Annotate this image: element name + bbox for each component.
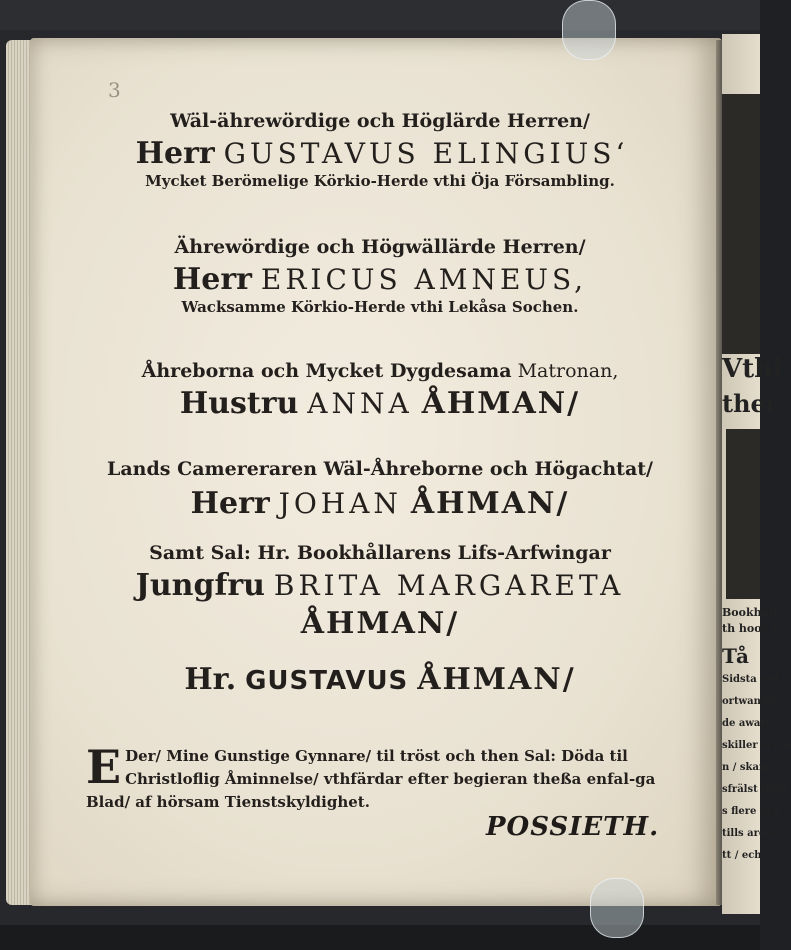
entry-4-surname: ÅHMAN/ [410, 486, 570, 521]
entry-5-title: Samt Sal: Hr. Bookhållarens Lifs-Arfwingar [149, 542, 611, 564]
entry-3-name-line [0, 386, 760, 421]
entry-3-prefix: Hustru [179, 386, 299, 421]
entry-1-name: GUSTAVUS ELINGIUS [223, 137, 616, 170]
adjacent-fragment: Vthi [722, 354, 783, 384]
closing-dropcap: E [86, 740, 122, 794]
adjacent-fragment: sfrälst ithur [722, 784, 790, 795]
entry-5-prefix: Jungfru [135, 568, 265, 603]
adjacent-fragment: th hoos G [722, 622, 781, 635]
page-clip-top [562, 0, 616, 60]
adjacent-fragment: s flere och [722, 806, 780, 817]
entry-5-surname: ÅHMAN/ [300, 606, 460, 641]
entry-2-prefix: Herr [172, 262, 252, 297]
entry-1-prefix: Herr [135, 136, 215, 171]
page-mark: 3 [108, 78, 121, 102]
adjacent-fragment: tills ard of [722, 828, 781, 839]
entry-6-surname: ÅHMAN/ [417, 662, 576, 697]
entry-2-title: Ährewördige och Högwällärde Herren/ [174, 236, 586, 258]
entry-4-name: JOHAN [278, 487, 402, 520]
entry-1-title: Wäl-ährewördige och Höglärde Herren/ [170, 110, 590, 132]
entry-3-title: Åhreborna och Mycket Dygdesama [141, 360, 512, 382]
entry-6-name-line [0, 662, 760, 697]
entry-1-description: Mycket Berömelige Körkio-Herde vthi Öja Försambling. [145, 172, 615, 190]
adjacent-fragment: Bookhäll [722, 606, 778, 619]
scanner-bottom-edge [0, 925, 760, 950]
entry-3-surname: ÅHMAN/ [421, 386, 581, 421]
entry-3-name: ANNA [307, 387, 413, 420]
page-clip-bottom [590, 878, 644, 938]
adjacent-fragment: ther [722, 389, 779, 418]
entry-1-name-suffix: ‘ [615, 137, 625, 170]
entry-2-description: Wacksamme Körkio-Herde vthi Lekåsa Sochen. [181, 298, 579, 316]
entry-5-name-line [0, 568, 760, 603]
entry-6-name: GUSTAVUS [245, 666, 409, 696]
adjacent-fragment: Sidsta ord [722, 674, 780, 685]
entry-4-title: Lands Camereraren Wäl-Åhreborne och Högachtat/ [107, 458, 653, 480]
adjacent-fragment: skiller ach b [722, 740, 791, 751]
adjacent-fragment: de awatti [722, 718, 774, 729]
entry-2-name: ERICUS AMNEUS, [260, 263, 588, 296]
closing-text: Der/ Mine Gunstige Gynnare/ til tröst och then Sal: Döda til Christloflig Åminnelse/ vthfärdar efter begieran theßa enfal-ga Blad/ af hörsam Tienstskyldighet. [86, 747, 656, 811]
printer-signature: POSSIETH. [486, 812, 660, 842]
entry-2-name-line [0, 262, 760, 297]
entry-6-prefix: Hr. [184, 662, 237, 697]
entry-3-title-line [0, 360, 760, 382]
adjacent-fragment: tt / ech [722, 850, 762, 861]
adjacent-fragment: Tå [722, 644, 749, 668]
entry-1-name-line [0, 136, 760, 171]
closing-paragraph [86, 740, 676, 814]
adjacent-fragment: n / skam [722, 762, 770, 773]
entry-4-prefix: Herr [190, 486, 270, 521]
adjacent-fragment: ortwandla [722, 696, 779, 707]
entry-5-name: BRITA MARGARETA [273, 569, 625, 602]
scanner-top-edge [0, 0, 760, 30]
entry-4-name-line [0, 486, 760, 521]
entry-3-title-roman: Matronan, [517, 360, 619, 382]
